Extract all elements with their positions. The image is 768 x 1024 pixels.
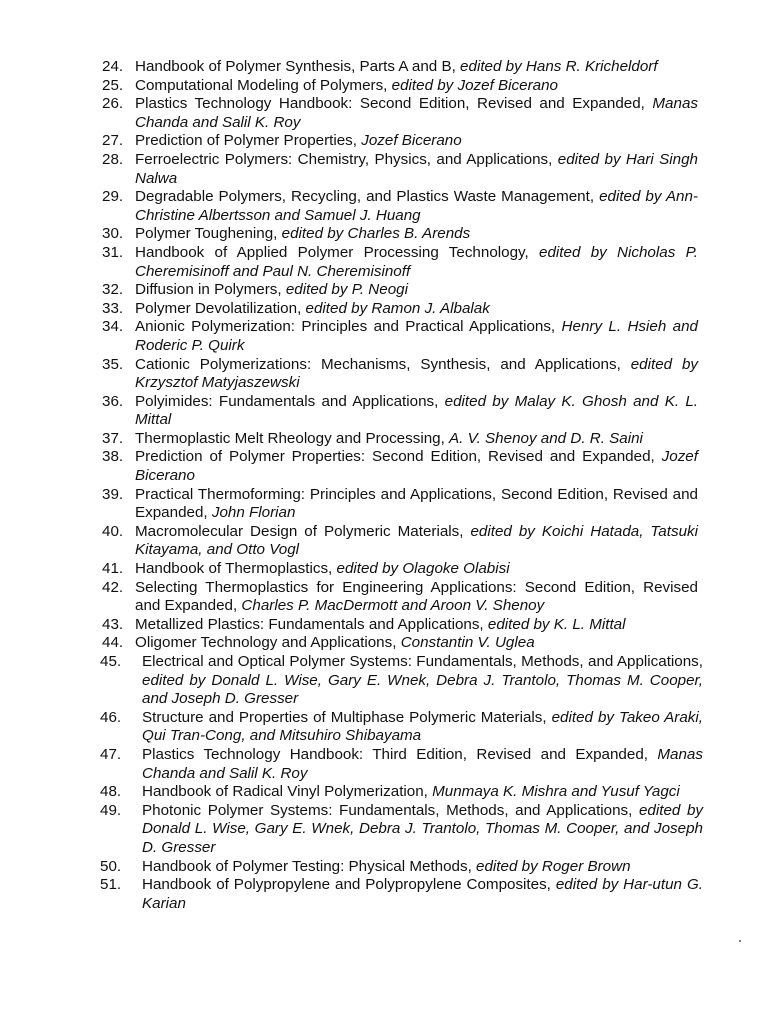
item-text bbox=[135, 579, 698, 616]
item-title: Plastics Technology Handbook: Third Edition, Revised and Expanded, bbox=[142, 745, 648, 763]
item-text bbox=[135, 616, 698, 635]
item-title: Selecting Thermoplastics for Engineering Applications: Second Edition, Revised and Expanded, bbox=[135, 578, 698, 615]
item-text bbox=[135, 448, 698, 485]
item-credit: edited by P. Neogi bbox=[285, 281, 408, 299]
item-credit: edited by Takeo Araki, Qui Tran-Cong, and Mitsuhiro Shibayama bbox=[142, 708, 703, 745]
item-text bbox=[135, 356, 698, 393]
list-item bbox=[102, 634, 698, 653]
item-number: 45. bbox=[100, 653, 122, 670]
item-title: Oligomer Technology and Applications, bbox=[135, 634, 397, 652]
item-text bbox=[142, 802, 703, 858]
item-title: Anionic Polymerization: Principles and Practical Applications, bbox=[135, 318, 556, 336]
item-title: Handbook of Polymer Synthesis, Parts A and B, bbox=[135, 58, 456, 75]
list-item bbox=[100, 783, 703, 802]
item-credit: edited by Hari Singh Nalwa bbox=[135, 150, 698, 187]
item-text bbox=[142, 858, 703, 877]
list-item bbox=[102, 151, 698, 188]
list-item bbox=[102, 188, 698, 225]
item-credit: edited by Donald L. Wise, Gary E. Wnek, Debra J. Trantolo, Thomas M. Cooper, and Joseph D. Gresser bbox=[142, 801, 703, 856]
item-title: Photonic Polymer Systems: Fundamentals, Methods, and Applications, bbox=[142, 801, 633, 819]
item-number: 42. bbox=[102, 578, 124, 596]
list-item bbox=[102, 523, 698, 560]
item-number: 51. bbox=[100, 876, 122, 894]
item-text bbox=[142, 783, 703, 802]
list-item bbox=[102, 281, 698, 300]
item-title: Handbook of Thermoplastics, bbox=[135, 560, 333, 578]
item-text bbox=[135, 523, 698, 560]
list-item bbox=[102, 318, 698, 355]
item-number: 43. bbox=[102, 615, 124, 633]
item-number: 50. bbox=[100, 857, 122, 875]
item-credit: John Florian bbox=[211, 504, 296, 522]
list-item bbox=[100, 802, 703, 858]
item-title: Cationic Polymerizations: Mechanisms, Synthesis, and Applications, bbox=[135, 355, 621, 373]
item-number: 24. bbox=[102, 58, 124, 75]
item-credit: edited by Roger Brown bbox=[476, 857, 631, 875]
list-item bbox=[102, 225, 698, 244]
list-item bbox=[102, 356, 698, 393]
list-item bbox=[102, 486, 698, 523]
stray-mark bbox=[739, 940, 741, 942]
item-title: Ferroelectric Polymers: Chemistry, Physics, and Applications, bbox=[135, 150, 553, 168]
item-text bbox=[142, 876, 703, 913]
item-title: Plastics Technology Handbook: Second Edition, Revised and Expanded, bbox=[135, 95, 645, 113]
item-credit: Munmaya K. Mishra and Yusuf Yagci bbox=[432, 783, 680, 801]
item-credit: Jozef Bicerano bbox=[361, 132, 462, 150]
item-credit: edited by Malay K. Ghosh and K. L. Mittal bbox=[135, 392, 698, 429]
item-title: Electrical and Optical Polymer Systems: Fundamentals, Methods, and Applications, bbox=[142, 653, 703, 670]
list-item bbox=[100, 858, 703, 877]
item-title: Computational Modeling of Polymers, bbox=[135, 76, 388, 94]
item-title: Handbook of Radical Vinyl Polymerization, bbox=[142, 783, 428, 801]
item-text bbox=[142, 653, 703, 709]
list-item bbox=[102, 58, 698, 77]
item-number: 33. bbox=[102, 299, 124, 317]
item-number: 40. bbox=[102, 522, 124, 540]
item-credit: edited by Koichi Hatada, Tatsuki Kitayama, and Otto Vogl bbox=[135, 522, 698, 559]
item-credit: Henry L. Hsieh and Roderic P. Quirk bbox=[135, 318, 698, 354]
item-number: 39. bbox=[102, 485, 124, 503]
item-title: Metallized Plastics: Fundamentals and Applications, bbox=[135, 615, 484, 633]
item-number: 41. bbox=[102, 560, 124, 578]
list-item bbox=[102, 77, 698, 96]
item-credit: edited by Ramon J. Albalak bbox=[305, 299, 490, 317]
item-text bbox=[135, 58, 698, 77]
item-number: 27. bbox=[102, 132, 124, 150]
item-credit: Constantin V. Uglea bbox=[400, 634, 535, 652]
item-text bbox=[135, 634, 698, 653]
item-credit: Manas Chanda and Salil K. Roy bbox=[135, 95, 698, 131]
item-text bbox=[135, 95, 698, 132]
item-title: Handbook of Applied Polymer Processing Technology, bbox=[135, 243, 529, 261]
item-credit: Charles P. MacDermott and Aroon V. Shenoy bbox=[241, 597, 545, 615]
list-item bbox=[100, 746, 703, 783]
item-credit: edited by Nicholas P. Cheremisinoff and Paul N. Cheremisinoff bbox=[135, 243, 698, 280]
list-item bbox=[102, 560, 698, 579]
item-title: Macromolecular Design of Polymeric Materials, bbox=[135, 522, 464, 540]
item-number: 47. bbox=[100, 745, 122, 763]
list-item bbox=[102, 430, 698, 449]
list-item bbox=[102, 95, 698, 132]
item-text bbox=[135, 560, 698, 579]
list-item bbox=[102, 448, 698, 485]
item-text bbox=[135, 151, 698, 188]
item-number: 30. bbox=[102, 225, 124, 243]
item-number: 36. bbox=[102, 392, 124, 410]
item-title: Structure and Properties of Multiphase Polymeric Materials, bbox=[142, 708, 547, 726]
item-text bbox=[142, 709, 703, 746]
list-item bbox=[102, 244, 698, 281]
item-text bbox=[135, 430, 698, 449]
book-series-list bbox=[0, 58, 768, 913]
item-number: 44. bbox=[102, 634, 124, 652]
item-text bbox=[135, 77, 698, 96]
list-item bbox=[100, 653, 703, 709]
item-number: 32. bbox=[102, 281, 124, 299]
item-title: Polymer Toughening, bbox=[135, 225, 278, 243]
item-number: 31. bbox=[102, 243, 124, 261]
item-text bbox=[135, 300, 698, 319]
item-number: 25. bbox=[102, 76, 124, 94]
item-text bbox=[142, 746, 703, 783]
item-title: Degradable Polymers, Recycling, and Plastics Waste Management, bbox=[135, 188, 595, 206]
item-number: 49. bbox=[100, 801, 122, 819]
item-title: Prediction of Polymer Properties: Second Edition, Revised and Expanded, bbox=[135, 448, 655, 466]
item-number: 35. bbox=[102, 355, 124, 373]
item-credit: edited by Ann-Christine Albertsson and Samuel J. Huang bbox=[135, 188, 698, 224]
list-item bbox=[100, 709, 703, 746]
item-number: 46. bbox=[100, 708, 122, 726]
item-credit: edited by Donald L. Wise, Gary E. Wnek, Debra J. Trantolo, Thomas M. Cooper, and Joseph D. Gresser bbox=[142, 671, 703, 708]
item-credit: edited by Har-utun G. Karian bbox=[142, 876, 703, 912]
item-number: 37. bbox=[102, 429, 124, 447]
item-number: 48. bbox=[100, 783, 122, 801]
list-item bbox=[102, 579, 698, 616]
item-title: Polyimides: Fundamentals and Applications, bbox=[135, 392, 439, 410]
item-number: 34. bbox=[102, 318, 124, 336]
item-credit: edited by Charles B. Arends bbox=[281, 225, 471, 243]
item-title: Polymer Devolatilization, bbox=[135, 299, 302, 317]
item-text bbox=[135, 318, 698, 355]
item-number: 29. bbox=[102, 188, 124, 206]
item-title: Practical Thermoforming: Principles and Applications, Second Edition, Revised and Expanded, bbox=[135, 485, 698, 522]
item-credit: edited by K. L. Mittal bbox=[487, 615, 626, 633]
item-number: 28. bbox=[102, 150, 124, 168]
item-text bbox=[135, 225, 698, 244]
item-credit: edited by Krzysztof Matyjaszewski bbox=[135, 355, 698, 392]
item-credit: edited by Olagoke Olabisi bbox=[336, 560, 510, 578]
item-text bbox=[135, 486, 698, 523]
item-title: Diffusion in Polymers, bbox=[135, 281, 282, 299]
item-text bbox=[135, 244, 698, 281]
item-title: Prediction of Polymer Properties, bbox=[135, 132, 357, 150]
item-credit: A. V. Shenoy and D. R. Saini bbox=[449, 429, 643, 447]
item-title: Handbook of Polypropylene and Polypropylene Composites, bbox=[142, 876, 551, 894]
item-credit: Jozef Bicerano bbox=[135, 448, 698, 485]
item-credit: edited by Hans R. Kricheldorf bbox=[460, 58, 658, 75]
item-credit: edited by Jozef Bicerano bbox=[391, 76, 558, 94]
list-item bbox=[102, 616, 698, 635]
list-item bbox=[102, 393, 698, 430]
item-number: 38. bbox=[102, 448, 124, 466]
item-text bbox=[135, 188, 698, 225]
item-title: Thermoplastic Melt Rheology and Processing, bbox=[135, 429, 445, 447]
list-item bbox=[102, 132, 698, 151]
item-credit: Manas Chanda and Salil K. Roy bbox=[142, 745, 703, 782]
item-number: 26. bbox=[102, 95, 124, 113]
list-item bbox=[102, 300, 698, 319]
list-item bbox=[100, 876, 703, 913]
item-text bbox=[135, 281, 698, 300]
item-text bbox=[135, 393, 698, 430]
item-title: Handbook of Polymer Testing: Physical Methods, bbox=[142, 857, 472, 875]
item-text bbox=[135, 132, 698, 151]
